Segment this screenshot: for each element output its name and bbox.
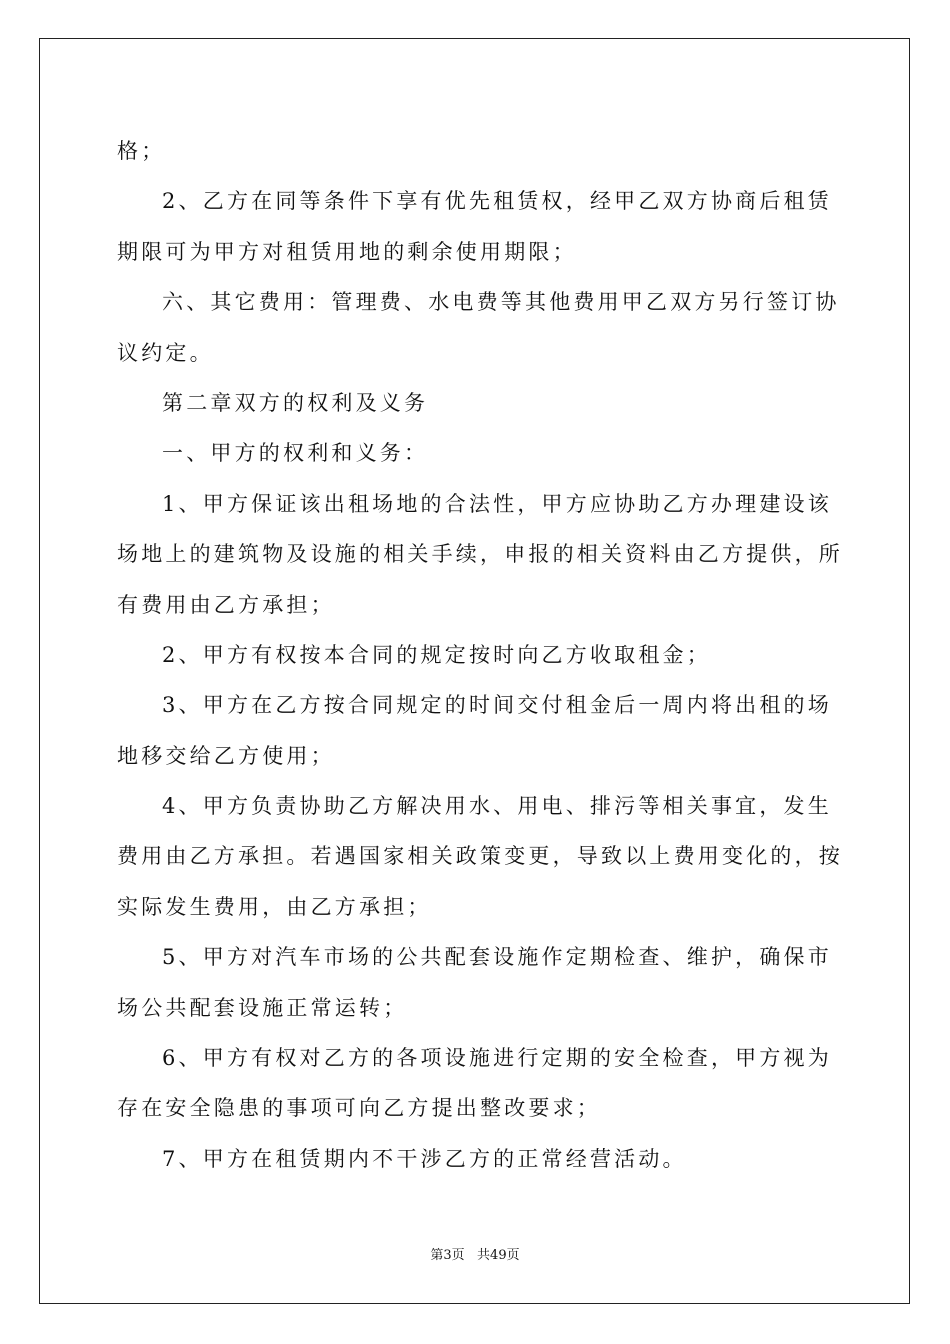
text-line-21: 7、甲方在租赁期内不干涉乙方的正常经营活动。: [162, 1146, 687, 1171]
text-line-1: 格；: [117, 139, 166, 163]
chapter-heading: 第二章双方的权利及义务: [162, 390, 429, 415]
text-line-14: 4、甲方负责协助乙方解决用水、用电、排污等相关事宜，发生: [162, 794, 832, 819]
page-number-footer: 第3页 共49页: [430, 1248, 520, 1263]
text-line-9: 场地上的建筑物及设施的相关手续，申报的相关资料由乙方提供，所: [117, 542, 843, 567]
text-line-3: 期限可为甲方对租赁用地的剩余使用期限；: [117, 239, 577, 264]
text-line-19: 6、甲方有权对乙方的各项设施进行定期的安全检查，甲方视为: [162, 1046, 832, 1071]
section-heading: 一、甲方的权利和义务：: [162, 441, 429, 466]
text-line-15: 费用由乙方承担。若遇国家相关政策变更，导致以上费用变化的，按: [117, 844, 843, 869]
text-line-12: 3、甲方在乙方按合同规定的时间交付租金后一周内将出租的场: [162, 693, 832, 718]
document-body: [117, 126, 843, 1184]
text-line-11: 2、甲方有权按本合同的规定按时向乙方收取租金；: [162, 642, 711, 667]
text-line-13: 地移交给乙方使用；: [117, 743, 335, 768]
text-line-20: 存在安全隐患的事项可向乙方提出整改要求；: [117, 1096, 601, 1121]
text-line-17: 5、甲方对汽车市场的公共配套设施作定期检查、维护，确保市: [162, 945, 832, 970]
text-line-16: 实际发生费用，由乙方承担；: [117, 894, 432, 919]
text-line-10: 有费用由乙方承担；: [117, 592, 335, 617]
text-line-4: 六、其它费用：管理费、水电费等其他费用甲乙双方另行签订协: [162, 290, 840, 315]
text-line-8: 1、甲方保证该出租场地的合法性，甲方应协助乙方办理建设该: [162, 491, 832, 516]
text-line-2: 2、乙方在同等条件下享有优先租赁权，经甲乙双方协商后租赁: [162, 189, 832, 214]
text-line-5: 议约定。: [117, 340, 214, 365]
text-line-18: 场公共配套设施正常运转；: [117, 995, 408, 1020]
